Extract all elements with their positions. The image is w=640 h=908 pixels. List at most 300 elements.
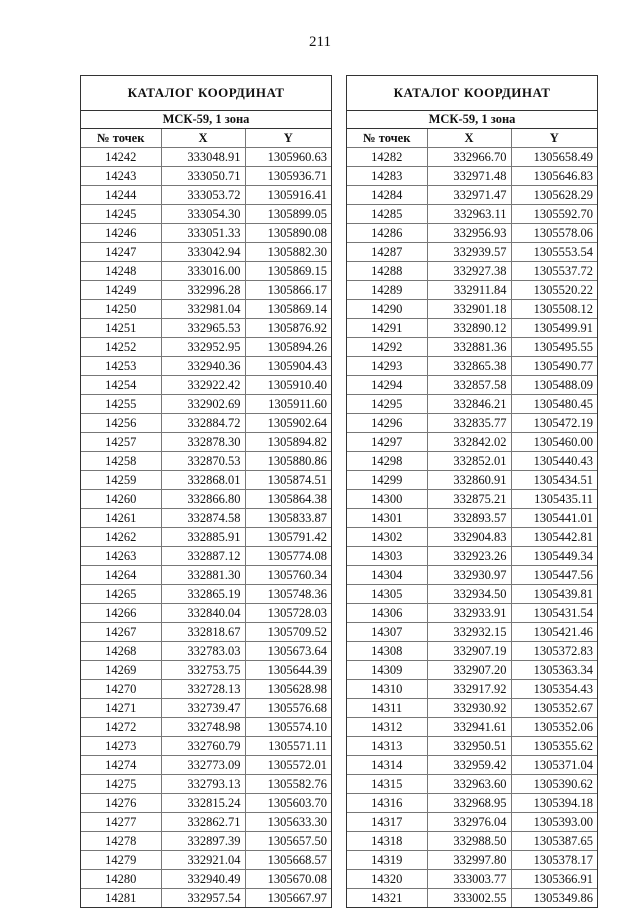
point-number-cell: 14267 <box>81 623 161 642</box>
x-coordinate-cell: 333042.94 <box>161 243 245 262</box>
x-coordinate-cell: 332996.28 <box>161 281 245 300</box>
x-coordinate-cell: 332952.95 <box>161 338 245 357</box>
x-coordinate-cell: 332866.80 <box>161 490 245 509</box>
x-coordinate-cell: 332760.79 <box>161 737 245 756</box>
table-row <box>347 433 597 452</box>
table-row <box>347 300 597 319</box>
point-number-cell: 14258 <box>81 452 161 471</box>
x-coordinate-cell: 332933.91 <box>427 604 511 623</box>
y-coordinate-cell: 1305864.38 <box>245 490 331 509</box>
point-number-cell: 14314 <box>347 756 427 775</box>
coordinate-catalog-right <box>346 75 598 908</box>
x-coordinate-cell: 333016.00 <box>161 262 245 281</box>
table-row <box>347 338 597 357</box>
table-row <box>347 186 597 205</box>
table-row <box>81 281 331 300</box>
y-coordinate-cell: 1305366.91 <box>511 870 597 889</box>
y-coordinate-cell: 1305354.43 <box>511 680 597 699</box>
table-row <box>81 300 331 319</box>
x-coordinate-cell: 332728.13 <box>161 680 245 699</box>
y-coordinate-cell: 1305434.51 <box>511 471 597 490</box>
y-coordinate-cell: 1305520.22 <box>511 281 597 300</box>
table-row <box>81 490 331 509</box>
coordinate-catalog-left <box>80 75 332 908</box>
y-coordinate-cell: 1305387.65 <box>511 832 597 851</box>
y-coordinate-cell: 1305670.08 <box>245 870 331 889</box>
y-coordinate-cell: 1305658.49 <box>511 148 597 167</box>
y-coordinate-cell: 1305576.68 <box>245 699 331 718</box>
point-number-cell: 14251 <box>81 319 161 338</box>
x-coordinate-cell: 332885.91 <box>161 528 245 547</box>
x-coordinate-cell: 333002.55 <box>427 889 511 908</box>
point-number-cell: 14293 <box>347 357 427 376</box>
point-number-cell: 14308 <box>347 642 427 661</box>
y-coordinate-cell: 1305449.34 <box>511 547 597 566</box>
y-coordinate-cell: 1305578.06 <box>511 224 597 243</box>
table-row <box>347 604 597 623</box>
y-coordinate-cell: 1305442.81 <box>511 528 597 547</box>
x-coordinate-cell: 333051.33 <box>161 224 245 243</box>
point-number-cell: 14265 <box>81 585 161 604</box>
table-row <box>347 357 597 376</box>
table-row <box>81 509 331 528</box>
x-coordinate-cell: 332865.19 <box>161 585 245 604</box>
table-row <box>81 642 331 661</box>
x-coordinate-cell: 332997.80 <box>427 851 511 870</box>
table-row <box>81 775 331 794</box>
table-row <box>81 414 331 433</box>
table-row <box>81 889 331 908</box>
table-row <box>81 262 331 281</box>
x-coordinate-cell: 332907.20 <box>427 661 511 680</box>
table-row <box>81 186 331 205</box>
x-coordinate-cell: 332930.97 <box>427 566 511 585</box>
x-coordinate-cell: 332971.47 <box>427 186 511 205</box>
table-row <box>347 452 597 471</box>
y-coordinate-cell: 1305833.87 <box>245 509 331 528</box>
y-coordinate-cell: 1305728.03 <box>245 604 331 623</box>
table-row <box>347 680 597 699</box>
y-coordinate-cell: 1305495.55 <box>511 338 597 357</box>
x-coordinate-cell: 332887.12 <box>161 547 245 566</box>
x-coordinate-cell: 333050.71 <box>161 167 245 186</box>
y-coordinate-cell: 1305628.29 <box>511 186 597 205</box>
point-number-cell: 14292 <box>347 338 427 357</box>
x-coordinate-cell: 332934.50 <box>427 585 511 604</box>
table-row <box>347 870 597 889</box>
table-row <box>347 756 597 775</box>
point-number-cell: 14291 <box>347 319 427 338</box>
x-coordinate-cell: 332878.30 <box>161 433 245 452</box>
point-number-cell: 14271 <box>81 699 161 718</box>
table-row <box>81 547 331 566</box>
table-row <box>81 585 331 604</box>
table-row <box>81 376 331 395</box>
x-coordinate-cell: 332981.04 <box>161 300 245 319</box>
point-number-cell: 14317 <box>347 813 427 832</box>
point-number-cell: 14309 <box>347 661 427 680</box>
point-number-cell: 14290 <box>347 300 427 319</box>
table-row <box>81 395 331 414</box>
x-coordinate-cell: 332793.13 <box>161 775 245 794</box>
point-number-cell: 14242 <box>81 148 161 167</box>
y-coordinate-cell: 1305673.64 <box>245 642 331 661</box>
x-coordinate-cell: 332904.83 <box>427 528 511 547</box>
x-coordinate-cell: 332963.11 <box>427 205 511 224</box>
x-coordinate-cell: 332927.38 <box>427 262 511 281</box>
x-coordinate-cell: 332956.93 <box>427 224 511 243</box>
point-number-cell: 14256 <box>81 414 161 433</box>
x-coordinate-cell: 332907.19 <box>427 642 511 661</box>
point-number-cell: 14279 <box>81 851 161 870</box>
point-number-cell: 14301 <box>347 509 427 528</box>
y-coordinate-cell: 1305592.70 <box>511 205 597 224</box>
y-coordinate-cell: 1305393.00 <box>511 813 597 832</box>
table-row <box>81 243 331 262</box>
y-coordinate-cell: 1305378.17 <box>511 851 597 870</box>
table-row <box>347 471 597 490</box>
x-coordinate-cell: 332963.60 <box>427 775 511 794</box>
point-number-cell: 14311 <box>347 699 427 718</box>
point-number-cell: 14281 <box>81 889 161 908</box>
point-number-cell: 14312 <box>347 718 427 737</box>
point-number-cell: 14249 <box>81 281 161 300</box>
y-coordinate-cell: 1305390.62 <box>511 775 597 794</box>
point-number-cell: 14316 <box>347 794 427 813</box>
y-coordinate-cell: 1305890.08 <box>245 224 331 243</box>
y-coordinate-cell: 1305352.06 <box>511 718 597 737</box>
y-coordinate-cell: 1305352.67 <box>511 699 597 718</box>
table-row <box>347 167 597 186</box>
table-row <box>81 224 331 243</box>
table-row <box>347 547 597 566</box>
y-coordinate-cell: 1305349.86 <box>511 889 597 908</box>
table-row <box>347 528 597 547</box>
y-coordinate-cell: 1305439.81 <box>511 585 597 604</box>
point-number-cell: 14245 <box>81 205 161 224</box>
y-coordinate-cell: 1305633.30 <box>245 813 331 832</box>
catalog-subtitle: МСК-59, 1 зона <box>81 111 331 129</box>
y-coordinate-cell: 1305480.45 <box>511 395 597 414</box>
y-coordinate-cell: 1305371.04 <box>511 756 597 775</box>
x-coordinate-cell: 332818.67 <box>161 623 245 642</box>
table-row <box>347 205 597 224</box>
y-coordinate-cell: 1305774.08 <box>245 547 331 566</box>
y-coordinate-cell: 1305499.91 <box>511 319 597 338</box>
table-row <box>81 319 331 338</box>
table-row <box>347 376 597 395</box>
table-row <box>81 604 331 623</box>
table-row <box>81 471 331 490</box>
y-coordinate-cell: 1305748.36 <box>245 585 331 604</box>
x-coordinate-cell: 332897.39 <box>161 832 245 851</box>
x-coordinate-cell: 332874.58 <box>161 509 245 528</box>
point-number-cell: 14278 <box>81 832 161 851</box>
x-coordinate-cell: 332939.57 <box>427 243 511 262</box>
table-row <box>81 699 331 718</box>
point-number-cell: 14287 <box>347 243 427 262</box>
point-number-cell: 14298 <box>347 452 427 471</box>
table-row <box>347 699 597 718</box>
x-coordinate-cell: 332842.02 <box>427 433 511 452</box>
y-coordinate-cell: 1305447.56 <box>511 566 597 585</box>
y-coordinate-cell: 1305421.46 <box>511 623 597 642</box>
x-coordinate-cell: 332773.09 <box>161 756 245 775</box>
y-coordinate-cell: 1305874.51 <box>245 471 331 490</box>
y-coordinate-cell: 1305899.05 <box>245 205 331 224</box>
x-coordinate-cell: 332860.91 <box>427 471 511 490</box>
column-header-point-number: № точек <box>347 129 427 148</box>
y-coordinate-cell: 1305394.18 <box>511 794 597 813</box>
y-coordinate-cell: 1305791.42 <box>245 528 331 547</box>
point-number-cell: 14273 <box>81 737 161 756</box>
x-coordinate-cell: 332940.36 <box>161 357 245 376</box>
table-row <box>81 661 331 680</box>
y-coordinate-cell: 1305668.57 <box>245 851 331 870</box>
point-number-cell: 14320 <box>347 870 427 889</box>
y-coordinate-cell: 1305582.76 <box>245 775 331 794</box>
point-number-cell: 14318 <box>347 832 427 851</box>
point-number-cell: 14255 <box>81 395 161 414</box>
point-number-cell: 14244 <box>81 186 161 205</box>
point-number-cell: 14313 <box>347 737 427 756</box>
y-coordinate-cell: 1305440.43 <box>511 452 597 471</box>
point-number-cell: 14300 <box>347 490 427 509</box>
x-coordinate-cell: 332971.48 <box>427 167 511 186</box>
y-coordinate-cell: 1305709.52 <box>245 623 331 642</box>
table-row <box>347 737 597 756</box>
x-coordinate-cell: 332865.38 <box>427 357 511 376</box>
point-number-cell: 14243 <box>81 167 161 186</box>
y-coordinate-cell: 1305960.63 <box>245 148 331 167</box>
point-number-cell: 14266 <box>81 604 161 623</box>
y-coordinate-cell: 1305894.26 <box>245 338 331 357</box>
x-coordinate-cell: 332922.42 <box>161 376 245 395</box>
y-coordinate-cell: 1305911.60 <box>245 395 331 414</box>
table-row <box>81 566 331 585</box>
table-row <box>81 794 331 813</box>
y-coordinate-cell: 1305508.12 <box>511 300 597 319</box>
point-number-cell: 14282 <box>347 148 427 167</box>
x-coordinate-cell: 332921.04 <box>161 851 245 870</box>
y-coordinate-cell: 1305571.11 <box>245 737 331 756</box>
point-number-cell: 14259 <box>81 471 161 490</box>
table-row <box>81 528 331 547</box>
y-coordinate-cell: 1305876.92 <box>245 319 331 338</box>
x-coordinate-cell: 333048.91 <box>161 148 245 167</box>
point-number-cell: 14272 <box>81 718 161 737</box>
table-row <box>347 414 597 433</box>
table-row <box>347 262 597 281</box>
y-coordinate-cell: 1305431.54 <box>511 604 597 623</box>
table-header-row <box>81 129 331 148</box>
page-number: 211 <box>309 34 331 50</box>
y-coordinate-cell: 1305553.54 <box>511 243 597 262</box>
y-coordinate-cell: 1305472.19 <box>511 414 597 433</box>
y-coordinate-cell: 1305760.34 <box>245 566 331 585</box>
coordinates-table <box>347 129 597 907</box>
x-coordinate-cell: 332870.53 <box>161 452 245 471</box>
table-row <box>81 357 331 376</box>
point-number-cell: 14319 <box>347 851 427 870</box>
table-row <box>81 718 331 737</box>
x-coordinate-cell: 332783.03 <box>161 642 245 661</box>
table-row <box>347 585 597 604</box>
table-row <box>347 623 597 642</box>
table-row <box>347 224 597 243</box>
catalog-title: КАТАЛОГ КООРДИНАТ <box>347 76 597 111</box>
table-row <box>81 737 331 756</box>
point-number-cell: 14274 <box>81 756 161 775</box>
point-number-cell: 14285 <box>347 205 427 224</box>
x-coordinate-cell: 332875.21 <box>427 490 511 509</box>
point-number-cell: 14306 <box>347 604 427 623</box>
point-number-cell: 14288 <box>347 262 427 281</box>
table-body <box>347 148 597 908</box>
table-row <box>81 205 331 224</box>
table-row <box>347 566 597 585</box>
x-coordinate-cell: 332862.71 <box>161 813 245 832</box>
y-coordinate-cell: 1305869.15 <box>245 262 331 281</box>
coordinates-table <box>81 129 331 907</box>
y-coordinate-cell: 1305904.43 <box>245 357 331 376</box>
x-coordinate-cell: 332902.69 <box>161 395 245 414</box>
table-row <box>347 794 597 813</box>
y-coordinate-cell: 1305441.01 <box>511 509 597 528</box>
table-row <box>347 243 597 262</box>
point-number-cell: 14286 <box>347 224 427 243</box>
table-row <box>347 490 597 509</box>
x-coordinate-cell: 332940.49 <box>161 870 245 889</box>
x-coordinate-cell: 332881.30 <box>161 566 245 585</box>
point-number-cell: 14303 <box>347 547 427 566</box>
x-coordinate-cell: 332957.54 <box>161 889 245 908</box>
table-body <box>81 148 331 908</box>
catalog-title: КАТАЛОГ КООРДИНАТ <box>81 76 331 111</box>
table-row <box>81 452 331 471</box>
y-coordinate-cell: 1305628.98 <box>245 680 331 699</box>
point-number-cell: 14262 <box>81 528 161 547</box>
point-number-cell: 14295 <box>347 395 427 414</box>
x-coordinate-cell: 332950.51 <box>427 737 511 756</box>
table-row <box>347 148 597 167</box>
table-row <box>347 509 597 528</box>
table-row <box>347 889 597 908</box>
x-coordinate-cell: 332739.47 <box>161 699 245 718</box>
point-number-cell: 14263 <box>81 547 161 566</box>
table-row <box>81 756 331 775</box>
x-coordinate-cell: 332923.26 <box>427 547 511 566</box>
point-number-cell: 14248 <box>81 262 161 281</box>
point-number-cell: 14310 <box>347 680 427 699</box>
point-number-cell: 14275 <box>81 775 161 794</box>
point-number-cell: 14276 <box>81 794 161 813</box>
y-coordinate-cell: 1305488.09 <box>511 376 597 395</box>
point-number-cell: 14260 <box>81 490 161 509</box>
y-coordinate-cell: 1305644.39 <box>245 661 331 680</box>
x-coordinate-cell: 332846.21 <box>427 395 511 414</box>
point-number-cell: 14261 <box>81 509 161 528</box>
x-coordinate-cell: 332840.04 <box>161 604 245 623</box>
table-row <box>347 718 597 737</box>
y-coordinate-cell: 1305910.40 <box>245 376 331 395</box>
point-number-cell: 14250 <box>81 300 161 319</box>
y-coordinate-cell: 1305572.01 <box>245 756 331 775</box>
table-row <box>347 319 597 338</box>
point-number-cell: 14297 <box>347 433 427 452</box>
y-coordinate-cell: 1305894.82 <box>245 433 331 452</box>
point-number-cell: 14246 <box>81 224 161 243</box>
table-row <box>81 623 331 642</box>
x-coordinate-cell: 332881.36 <box>427 338 511 357</box>
table-row <box>347 281 597 300</box>
x-coordinate-cell: 332868.01 <box>161 471 245 490</box>
table-row <box>81 851 331 870</box>
y-coordinate-cell: 1305866.17 <box>245 281 331 300</box>
table-row <box>347 851 597 870</box>
point-number-cell: 14305 <box>347 585 427 604</box>
x-coordinate-cell: 332753.75 <box>161 661 245 680</box>
table-row <box>347 775 597 794</box>
table-row <box>81 813 331 832</box>
table-row <box>81 338 331 357</box>
point-number-cell: 14299 <box>347 471 427 490</box>
x-coordinate-cell: 332901.18 <box>427 300 511 319</box>
point-number-cell: 14280 <box>81 870 161 889</box>
table-row <box>347 642 597 661</box>
catalog-subtitle: МСК-59, 1 зона <box>347 111 597 129</box>
x-coordinate-cell: 332852.01 <box>427 452 511 471</box>
point-number-cell: 14270 <box>81 680 161 699</box>
x-coordinate-cell: 332965.53 <box>161 319 245 338</box>
point-number-cell: 14253 <box>81 357 161 376</box>
y-coordinate-cell: 1305869.14 <box>245 300 331 319</box>
point-number-cell: 14252 <box>81 338 161 357</box>
column-header-x: X <box>427 129 511 148</box>
point-number-cell: 14304 <box>347 566 427 585</box>
table-row <box>81 148 331 167</box>
column-header-y: Y <box>245 129 331 148</box>
point-number-cell: 14302 <box>347 528 427 547</box>
x-coordinate-cell: 332932.15 <box>427 623 511 642</box>
y-coordinate-cell: 1305490.77 <box>511 357 597 376</box>
x-coordinate-cell: 332966.70 <box>427 148 511 167</box>
point-number-cell: 14307 <box>347 623 427 642</box>
point-number-cell: 14264 <box>81 566 161 585</box>
point-number-cell: 14257 <box>81 433 161 452</box>
y-coordinate-cell: 1305916.41 <box>245 186 331 205</box>
table-row <box>81 433 331 452</box>
table-row <box>81 167 331 186</box>
table-row <box>81 870 331 889</box>
column-header-x: X <box>161 129 245 148</box>
y-coordinate-cell: 1305435.11 <box>511 490 597 509</box>
y-coordinate-cell: 1305646.83 <box>511 167 597 186</box>
point-number-cell: 14254 <box>81 376 161 395</box>
y-coordinate-cell: 1305657.50 <box>245 832 331 851</box>
y-coordinate-cell: 1305537.72 <box>511 262 597 281</box>
point-number-cell: 14269 <box>81 661 161 680</box>
y-coordinate-cell: 1305460.00 <box>511 433 597 452</box>
x-coordinate-cell: 333053.72 <box>161 186 245 205</box>
y-coordinate-cell: 1305902.64 <box>245 414 331 433</box>
x-coordinate-cell: 332857.58 <box>427 376 511 395</box>
x-coordinate-cell: 332959.42 <box>427 756 511 775</box>
x-coordinate-cell: 333054.30 <box>161 205 245 224</box>
point-number-cell: 14284 <box>347 186 427 205</box>
column-header-point-number: № точек <box>81 129 161 148</box>
y-coordinate-cell: 1305882.30 <box>245 243 331 262</box>
